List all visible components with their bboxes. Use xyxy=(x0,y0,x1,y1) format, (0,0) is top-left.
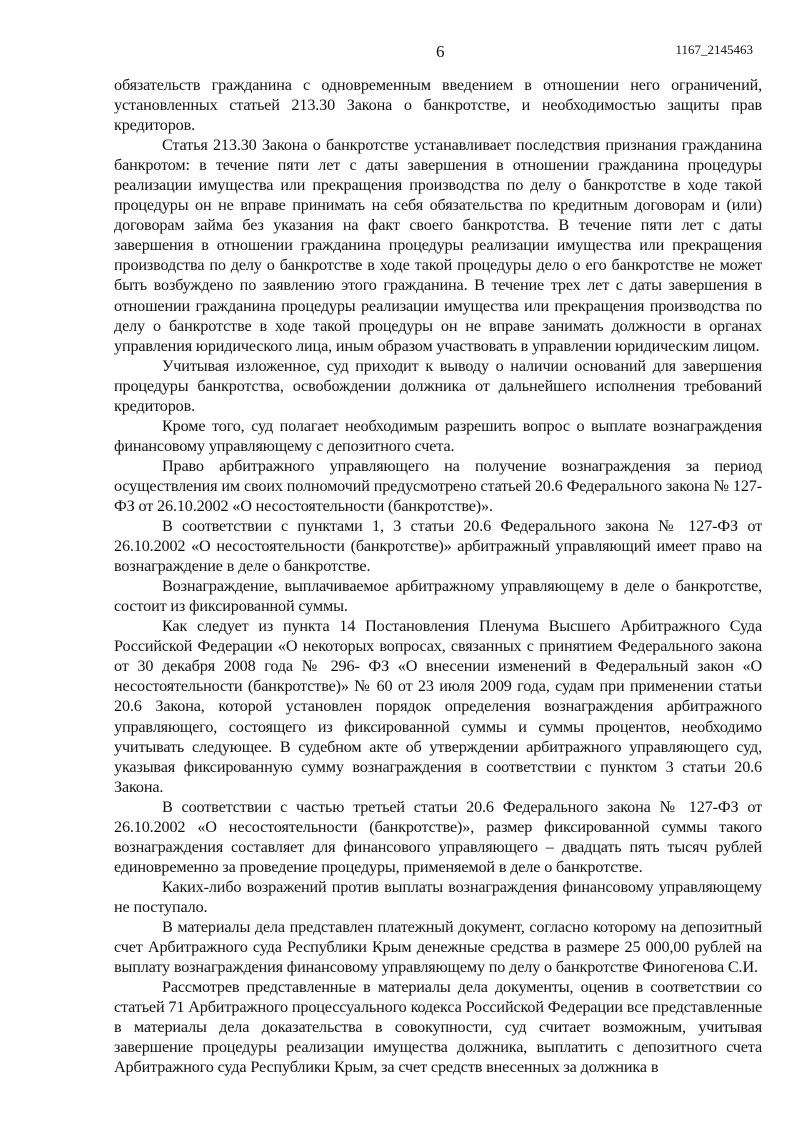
paragraph: Каких-либо возражений против выплаты вознаграждения финансовому управляющему не поступало. xyxy=(114,877,762,916)
paragraph: Учитывая изложенное, суд приходит к выводу о наличии оснований для завершения процедуры банкротства, освобождении должника от дальнейшего исполнения требований кредиторов. xyxy=(114,356,762,415)
paragraph: В материалы дела представлен платежный документ, согласно которому на депозитный счет Арбитражного суда Республики Крым денежные средства в размере 25 000,00 рублей на выплату вознаграждения финансовому управляющему по делу о банкротстве Финогенова С.И. xyxy=(114,917,762,977)
page-header xyxy=(0,42,800,64)
document-body xyxy=(114,75,762,1077)
paragraph: Как следует из пункта 14 Постановления Пленума Высшего Арбитражного Суда Российской Федерации «О некоторых вопросах, связанных с принятием Федерального закона от 30 декабря 2008 года № 296- ФЗ «О внесении изменений в Федеральный закон «О несостоятельности (банкротстве)» № 60 от 23 июля 2009 года, судам при применении статьи 20.6 Закона, которой установлен порядок определения вознаграждения арбитражного управляющего, состоящего из фиксированной суммы и суммы процентов, необходимо учитывать следующее. В судебном акте об утверждении арбитражного управляющего суд, указывая фиксированную сумму вознаграждения в соответствии с пунктом 3 статьи 20.6 Закона. xyxy=(114,617,762,796)
paragraph: Статья 213.30 Закона о банкротстве устанавливает последствия признания гражданина банкротом: в течение пяти лет с даты завершения в отношении гражданина процедуры реализации имущества или прекращения производства по делу о банкротстве в ходе такой процедуры он не вправе принимать на себя обязательства по кредитным договорам и (или) договорам займа без указания на факт своего банкротства. В течение пяти лет с даты завершения в отношении гражданина процедуры реализации имущества или прекращения производства по делу о банкротстве в ходе такой процедуры дело о его банкротстве не может быть возбуждено по заявлению этого гражданина. В течение трех лет с даты завершения в отношении гражданина процедуры реализации имущества или прекращения производства по делу о банкротстве в ходе такой процедуры он не вправе занимать должности в органах управления юридического лица, иным образом участвовать в управлении юридическим лицом. xyxy=(114,136,762,355)
paragraph: В соответствии с пунктами 1, 3 статьи 20.6 Федерального закона № 127-ФЗ от 26.10.2002 «О несостоятельности (банкротстве)» арбитражный управляющий имеет право на вознаграждение в деле о банкротстве. xyxy=(114,517,762,576)
paragraph: Право арбитражного управляющего на получение вознаграждения за период осуществления им своих полномочий предусмотрено статьей 20.6 Федерального закона № 127-ФЗ от 26.10.2002 «О несостоятельности (банкротстве)». xyxy=(114,456,762,515)
page-number: 6 xyxy=(436,42,445,61)
paragraph: В соответствии с частью третьей статьи 20.6 Федерального закона № 127-ФЗ от 26.10.2002 «О несостоятельности (банкротстве)», размер фиксированной суммы такого вознаграждения составляет для финансового управляющего – двадцать пять тысяч рублей единовременно за проведение процедуры, применяемой в деле о банкротстве. xyxy=(114,797,762,876)
document-id: 1167_2145463 xyxy=(675,42,753,57)
paragraph: обязательств гражданина с одновременным введением в отношении него ограничений, установленных статьей 213.30 Закона о банкротстве, и необходимостью защиты прав кредиторов. xyxy=(114,76,762,135)
paragraph: Вознаграждение, выплачиваемое арбитражному управляющему в деле о банкротстве, состоит из фиксированной суммы. xyxy=(114,577,762,616)
paragraph: Кроме того, суд полагает необходимым разрешить вопрос о выплате вознаграждения финансовому управляющему с депозитного счета. xyxy=(114,416,762,455)
paragraph-last: Рассмотрев представленные в материалы дела документы, оценив в соответствии со статьей 71 Арбитражного процессуального кодекса Российской Федерации все представленные в материалы дела доказательства в совокупности, суд считает возможным, учитывая завершение процедуры реализации имущества должника, выплатить с депозитного счета Арбитражного суда Республики Крым, за счет средств внесенных за должника в xyxy=(114,978,762,1077)
